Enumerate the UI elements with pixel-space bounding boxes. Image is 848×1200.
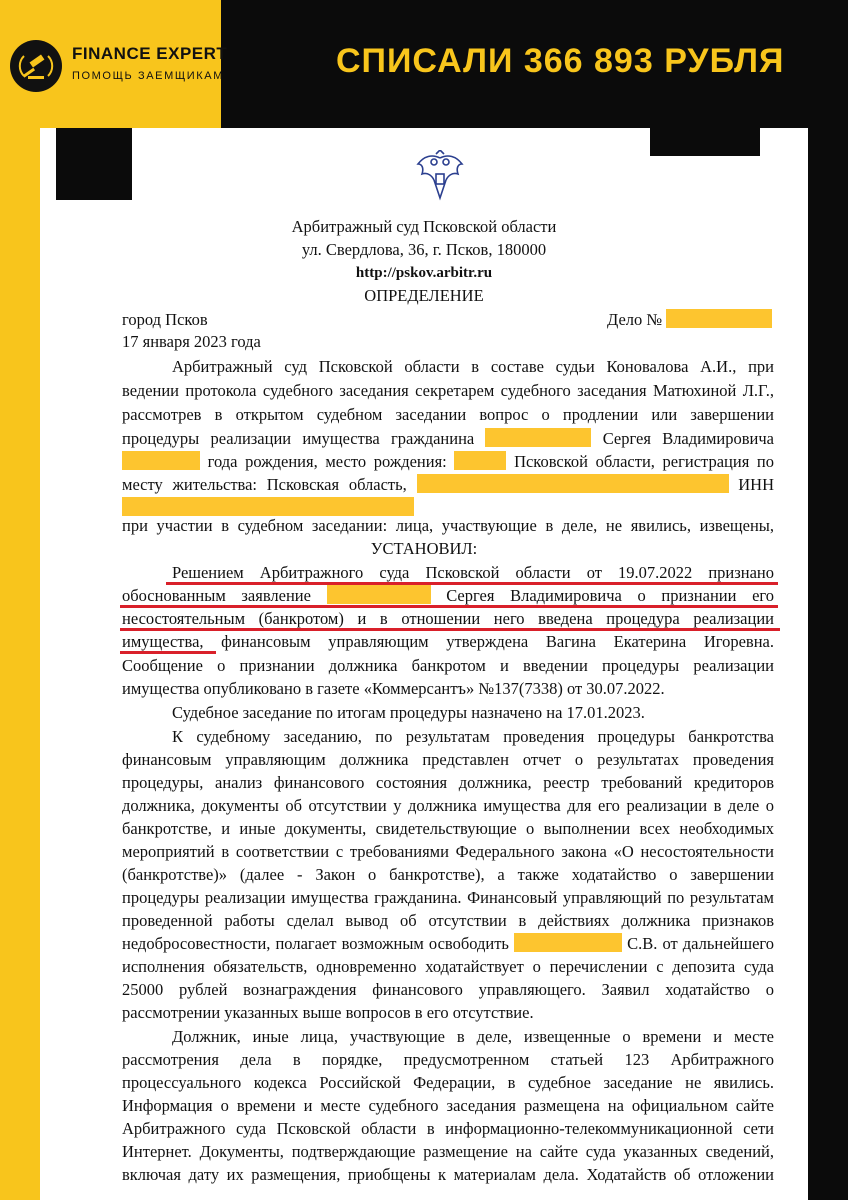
case-number <box>607 309 777 331</box>
text-line <box>122 451 774 473</box>
redaction-block <box>56 128 132 200</box>
text-line <box>122 933 774 955</box>
court-document <box>40 128 808 1200</box>
text-line: Судебное заседание по итогам процедуры назначено на 17.01.2023. <box>172 703 645 722</box>
redaction-highlight <box>122 451 200 470</box>
brand-logo <box>10 40 228 96</box>
text-line: мероприятий в соответствии с требованиями Федерального закона «О несостоятельности <box>122 842 774 861</box>
coat-of-arms-icon <box>412 150 468 204</box>
text-line: Арбитражный суд Псковской области в составе судьи Коновалова А.И., при <box>172 357 774 376</box>
redaction-highlight <box>454 451 506 470</box>
text-fragment: процедуры реализации имущества гражданина <box>122 429 475 448</box>
redaction-highlight <box>514 933 622 952</box>
text-line: рассмотрения дела в порядке, предусмотренном статьей 123 Арбитражного <box>122 1050 774 1069</box>
text-fragment: недобросовестности, полагает возможным освободить <box>122 934 509 953</box>
text-line: рассмотрев в открытом судебном заседании вопрос о продлении или завершении <box>122 405 774 424</box>
red-underline <box>166 582 778 585</box>
redaction-highlight <box>417 474 729 493</box>
court-name: Арбитражный суд Псковской области <box>291 217 557 236</box>
brand-tagline: ПОМОЩЬ ЗАЕМЩИКАМ <box>72 70 224 82</box>
text-line: Должник, иные лица, участвующие в деле, извещенные о времени и месте <box>172 1027 774 1046</box>
red-underline <box>120 628 780 631</box>
text-fragment: обоснованным заявление <box>122 586 311 605</box>
text-line: Арбитражного суда Псковской области в информационно-телекоммуникационной сети <box>122 1119 774 1138</box>
court-address: ул. Свердлова, 36, г. Псков, 180000 <box>301 240 547 259</box>
text-line: финансовым управляющим должника представлен отчет о результатах проведения <box>122 750 774 769</box>
text-line: К судебному заседанию, по результатам проведения процедуры банкротства <box>172 727 774 746</box>
text-fragment: месту жительства: Псковская область, <box>122 475 407 494</box>
brand-name: FINANCE EXPERT <box>72 44 228 63</box>
text-line <box>122 474 774 496</box>
text-fragment: Псковской области, регистрация по <box>514 452 775 471</box>
text-line: 25000 рублей вознаграждения финансового управляющего. Заявил ходатайство о <box>122 980 774 999</box>
text-line: Информация о времени и месте судебного заседания размещена на официальном сайте <box>122 1096 774 1115</box>
text-line: (банкротстве)» (далее - Закон о банкротстве), а также ходатайство о завершении <box>122 865 774 884</box>
text-line: Сообщение о признании должника банкротом и введении процедуры реализации <box>122 656 774 675</box>
text-line: имущества опубликовано в газете «Коммерсантъ» №137(7338) от 30.07.2022. <box>122 679 665 698</box>
text-fragment: Сергея Владимировича <box>602 429 774 448</box>
text-line: проведенной работы сделал вывод об отсутствии в действиях должника признаков <box>122 911 774 930</box>
text-fragment: года рождения, место рождения: <box>207 452 447 471</box>
text-line: исполнения обязательств, одновременно ходатайствует о перечислении с депозита суда <box>122 957 774 976</box>
text-line: рассмотрении указанных выше вопросов в его отсутствие. <box>122 1003 534 1022</box>
city: город Псков <box>122 310 208 329</box>
redaction-highlight <box>327 585 431 604</box>
text-line: при участии в судебном заседании: лица, участвующие в деле, не явились, извещены, <box>122 516 774 535</box>
headline: СПИСАЛИ 366 893 РУБЛЯ <box>336 42 785 80</box>
text-line: банкротстве, и иные документы, свидетельствующие о выполнении всех необходимых <box>122 819 774 838</box>
text-line: ведении протокола судебного заседания секретарем судебного заседания Матюхиной Л.Г., <box>122 381 774 400</box>
red-underline <box>120 651 216 654</box>
text-line <box>122 585 774 607</box>
text-line: процедуры, анализ финансового состояния должника, реестр требований кредиторов <box>122 773 774 792</box>
text-line: процедуры реализации имущества гражданина. Финансовый управляющий по результатам <box>122 888 774 907</box>
text-line: включая дату их размещения, приобщены к материалам дела. Ходатайств об отложении <box>122 1165 774 1184</box>
text-fragment: ИНН <box>738 475 775 494</box>
redaction-highlight <box>485 428 591 447</box>
redaction-highlight <box>666 309 772 328</box>
redaction-highlight <box>122 497 414 516</box>
text-line: имущества, финансовым управляющим утверждена Вагина Екатерина Игоревна. <box>122 632 774 651</box>
text-fragment: Сергея Владимировича о признании его <box>446 586 774 605</box>
redaction-block <box>650 128 760 156</box>
text-fragment: С.В. от дальнейшего <box>627 934 775 953</box>
text-line: должника, документы об отсутствии у должника имущества для его реализации в деле о <box>122 796 774 815</box>
red-underline <box>120 605 778 608</box>
text-line: Решением Арбитражного суда Псковской области от 19.07.2022 признано <box>172 563 774 582</box>
court-site-link[interactable]: http://pskov.arbitr.ru <box>355 265 493 281</box>
document-title: ОПРЕДЕЛЕНИЕ <box>364 286 484 305</box>
text-line: Интернет. Документы, подтверждающие размещение на сайте суда указанных сведений, <box>122 1142 774 1161</box>
case-label: Дело № <box>607 310 663 329</box>
text-line: процессуального кодекса Российской Федерации, в судебное заседание не явились. <box>122 1073 774 1092</box>
section-title: УСТАНОВИЛ: <box>370 539 478 558</box>
text-line: несостоятельным (банкротом) и в отношении него введена процедура реализации <box>122 609 774 628</box>
document-date: 17 января 2023 года <box>122 332 261 351</box>
gavel-icon <box>10 40 62 92</box>
text-line <box>122 428 774 450</box>
